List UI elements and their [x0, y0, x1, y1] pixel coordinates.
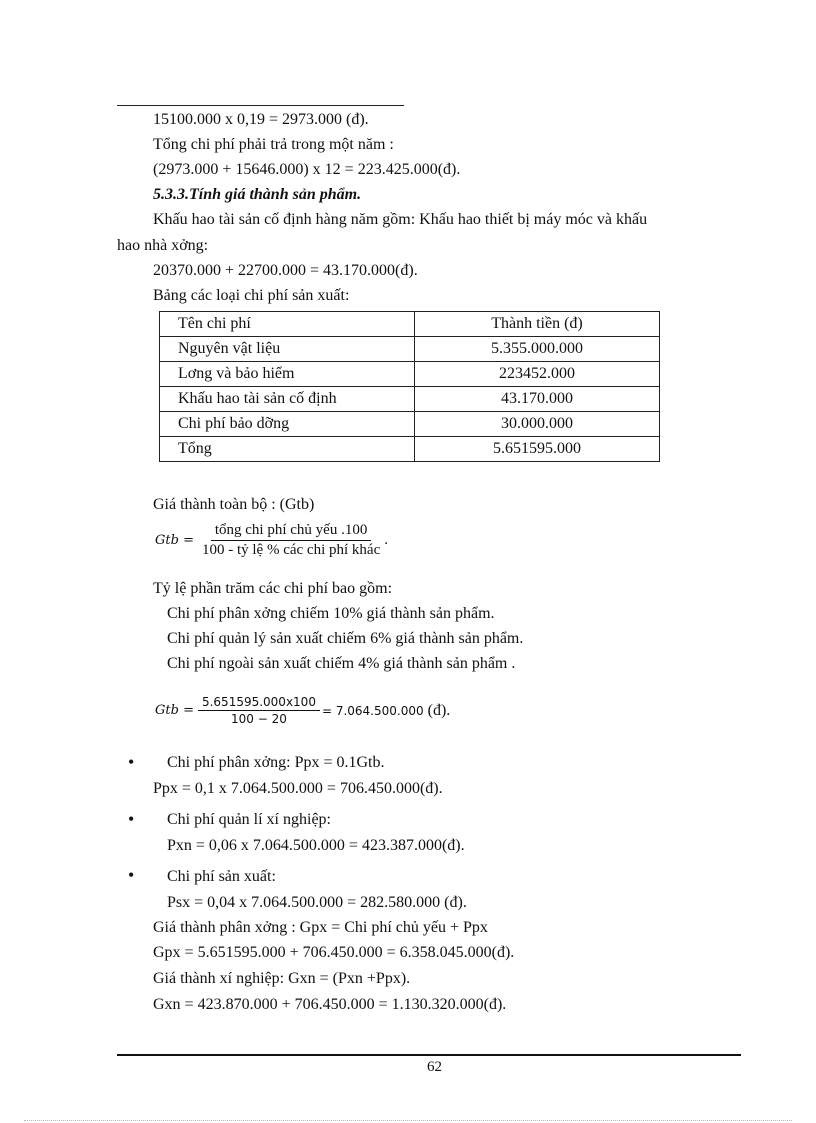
enterprise-cost-formula: Giá thành xí nghiệp: Gxn = (Pxn +Ppx). — [153, 970, 411, 987]
formula2-lhs: Gtb = — [155, 703, 194, 718]
page-number: 62 — [427, 1059, 442, 1075]
footer-rule — [117, 1054, 741, 1056]
workshop-cost-formula: Giá thành phân xởng : Gpx = Chi phí chủ yếu + Ppx — [153, 919, 488, 936]
calc-line-1: 15100.000 x 0,19 = 2973.000 (đ). — [153, 111, 369, 128]
cost-table — [159, 311, 660, 462]
gtb-formula — [155, 522, 388, 559]
enterprise-cost-calc: Gxn = 423.870.000 + 706.450.000 = 1.130.320.000(đ). — [153, 996, 507, 1013]
bullet-icon: • — [128, 865, 135, 885]
table-cell-name: Chi phí bảo dỡng — [160, 412, 415, 437]
table-cell-amount: 43.170.000 — [415, 387, 660, 412]
table-cell-amount: 5.651595.000 — [415, 437, 660, 462]
depreciation-text: Khấu hao tài sản cố định hàng năm gồm: Khấu hao thiết bị máy móc và khấu — [153, 211, 648, 228]
gtb-numeric-formula — [155, 695, 450, 726]
annual-cost-label: Tổng chi phí phải trả trong một năm : — [153, 136, 394, 153]
table-cell-amount: 223452.000 — [415, 362, 660, 387]
bullet-1-calc: Ppx = 0,1 x 7.064.500.000 = 706.450.000(đ). — [153, 780, 443, 797]
bullet-3-text: Chi phí sản xuất: — [167, 868, 276, 885]
table-row — [160, 337, 660, 362]
gtb-formula-lhs: Gtb = — [155, 533, 194, 548]
table-row — [160, 387, 660, 412]
bullet-3-calc: Psx = 0,04 x 7.064.500.000 = 282.580.000 (đ). — [167, 894, 467, 911]
bullet-icon: • — [128, 809, 135, 829]
bullet-2-calc: Pxn = 0,06 x 7.064.500.000 = 423.387.000(đ). — [167, 837, 465, 854]
workshop-cost-calc: Gpx = 5.651595.000 + 706.450.000 = 6.358.045.000(đ). — [153, 944, 515, 961]
pct-intro: Tỷ lệ phần trăm các chi phí bao gồm: — [153, 580, 393, 597]
gtb-numerator: tổng chi phí chủ yếu .100 — [211, 522, 371, 541]
table-row — [160, 362, 660, 387]
table-cell-name: Lơng và bảo hiểm — [160, 362, 415, 387]
bullet-2-text: Chi phí quản lí xí nghiệp: — [167, 811, 331, 828]
table-cell-name: Tổng — [160, 437, 415, 462]
formula2-unit: (đ). — [427, 701, 451, 719]
formula2-numerator: 5.651595.000x100 — [198, 695, 320, 711]
table-cell-amount: 5.355.000.000 — [415, 337, 660, 362]
table-cell-amount: 30.000.000 — [415, 412, 660, 437]
table-row-total — [160, 437, 660, 462]
table-cell-name: Nguyên vật liệu — [160, 337, 415, 362]
table-cell-name: Khấu hao tài sản cố định — [160, 387, 415, 412]
bullet-1-text: Chi phí phân xởng: Ppx = 0.1Gtb. — [167, 754, 385, 771]
formula2-fraction — [198, 695, 320, 726]
depreciation-calc: 20370.000 + 22700.000 = 43.170.000(đ). — [153, 262, 418, 279]
pct-item-2: Chi phí quản lý sản xuất chiếm 6% giá thành sản phẩm. — [167, 630, 524, 647]
top-rule — [117, 105, 404, 106]
gtb-denominator: 100 - tỷ lệ % các chi phí khác — [201, 542, 381, 558]
gtb-formula-end: . — [384, 532, 388, 548]
gtb-fraction — [198, 522, 384, 559]
table-header-row — [160, 312, 660, 337]
bullet-icon: • — [128, 752, 135, 772]
formula2-denominator: 100 − 20 — [231, 712, 287, 726]
pct-item-3: Chi phí ngoài sản xuất chiếm 4% giá thành sản phẩm . — [167, 655, 516, 672]
table-header-name: Tên chi phí — [160, 312, 415, 337]
gtb-label: Giá thành toàn bộ : (Gtb) — [153, 496, 315, 513]
depreciation-text-cont: hao nhà xởng: — [117, 237, 209, 254]
annual-cost-calc: (2973.000 + 15646.000) x 12 = 223.425.000(đ). — [153, 161, 461, 178]
bottom-edge-dots — [24, 1120, 792, 1121]
table-header-amount: Thành tiền (đ) — [415, 312, 660, 337]
table-caption: Bảng các loại chi phí sản xuất: — [153, 287, 350, 304]
table-row — [160, 412, 660, 437]
pct-item-1: Chi phí phân xởng chiếm 10% giá thành sản phẩm. — [167, 605, 495, 622]
section-title: 5.3.3.Tính giá thành sản phẩm. — [153, 186, 362, 203]
formula2-result: = 7.064.500.000 — [321, 703, 424, 718]
